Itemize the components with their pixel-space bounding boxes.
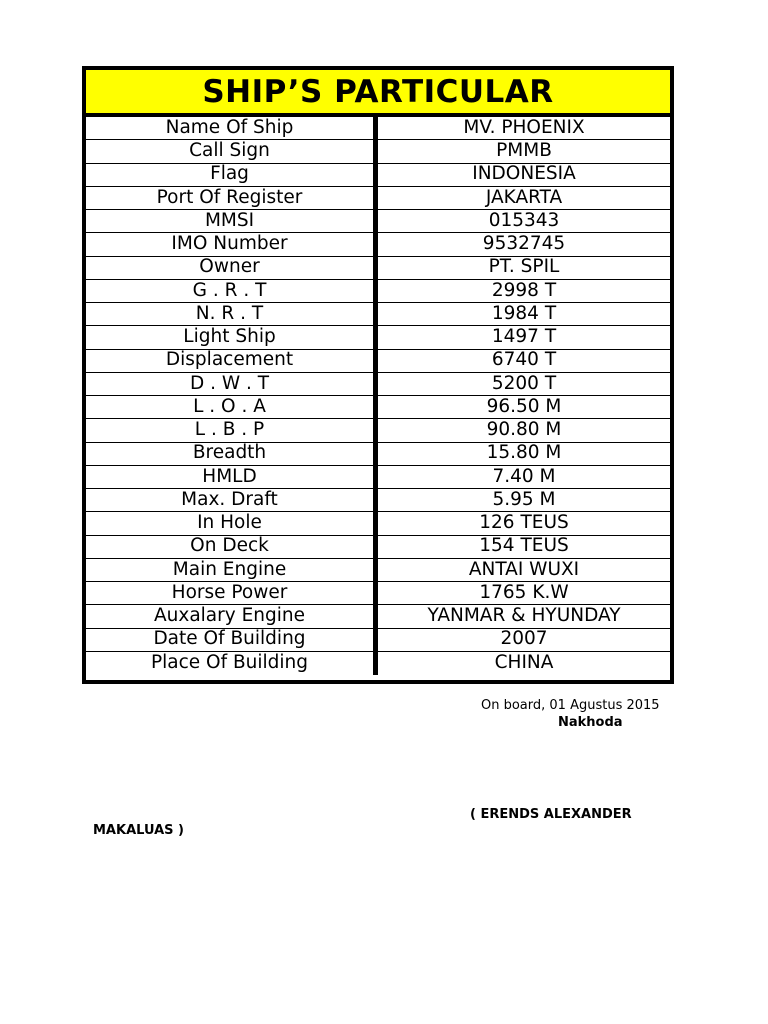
row-label: Horse Power [86,582,378,605]
document-title: SHIP’S PARTICULAR [86,70,670,117]
row-label: G . R . T [86,280,378,303]
ship-particular-table [82,66,674,684]
particulars-grid [86,117,670,675]
row-value: 154 TEUS [378,536,670,559]
row-value: 015343 [378,210,670,233]
row-label: L . B . P [86,419,378,442]
row-value: JAKARTA [378,187,670,210]
row-label: MMSI [86,210,378,233]
row-label: D . W . T [86,373,378,396]
row-value: YANMAR & HYUNDAY [378,605,670,628]
row-value: 2998 T [378,280,670,303]
row-label: Main Engine [86,559,378,582]
row-label: Flag [86,164,378,187]
row-value: 126 TEUS [378,512,670,535]
row-label: Light Ship [86,326,378,349]
row-value: 1984 T [378,303,670,326]
row-value: 1765 K.W [378,582,670,605]
row-label: HMLD [86,466,378,489]
row-label: Owner [86,257,378,280]
row-value: 2007 [378,629,670,652]
row-value: 7.40 M [378,466,670,489]
row-value: PT. SPIL [378,257,670,280]
row-label: Port Of Register [86,187,378,210]
row-value: 1497 T [378,326,670,349]
row-label: L . O . A [86,396,378,419]
row-label: Breadth [86,443,378,466]
row-label: Auxalary Engine [86,605,378,628]
row-label: Call Sign [86,140,378,163]
row-label: N. R . T [86,303,378,326]
row-value: 90.80 M [378,419,670,442]
signatory-name-line1: ( ERENDS ALEXANDER [470,807,632,822]
row-value: PMMB [378,140,670,163]
row-value: 15.80 M [378,443,670,466]
row-label: Place Of Building [86,652,378,675]
row-value: ANTAI WUXI [378,559,670,582]
row-value: INDONESIA [378,164,670,187]
row-value: 96.50 M [378,396,670,419]
row-label: Date Of Building [86,629,378,652]
row-value: MV. PHOENIX [378,117,670,140]
row-label: Name Of Ship [86,117,378,140]
signatory-name-line2: MAKALUAS ) [93,823,184,838]
place-date: On board, 01 Agustus 2015 [481,698,660,713]
row-value: 5200 T [378,373,670,396]
row-value: 5.95 M [378,489,670,512]
row-value: CHINA [494,652,554,674]
signatory-role: Nakhoda [558,715,623,730]
row-label: Max. Draft [86,489,378,512]
row-label: IMO Number [86,233,378,256]
row-value: 6740 T [378,350,670,373]
row-value: 9532745 [378,233,670,256]
row-label: In Hole [86,512,378,535]
row-label: On Deck [86,536,378,559]
row-label: Displacement [86,350,378,373]
